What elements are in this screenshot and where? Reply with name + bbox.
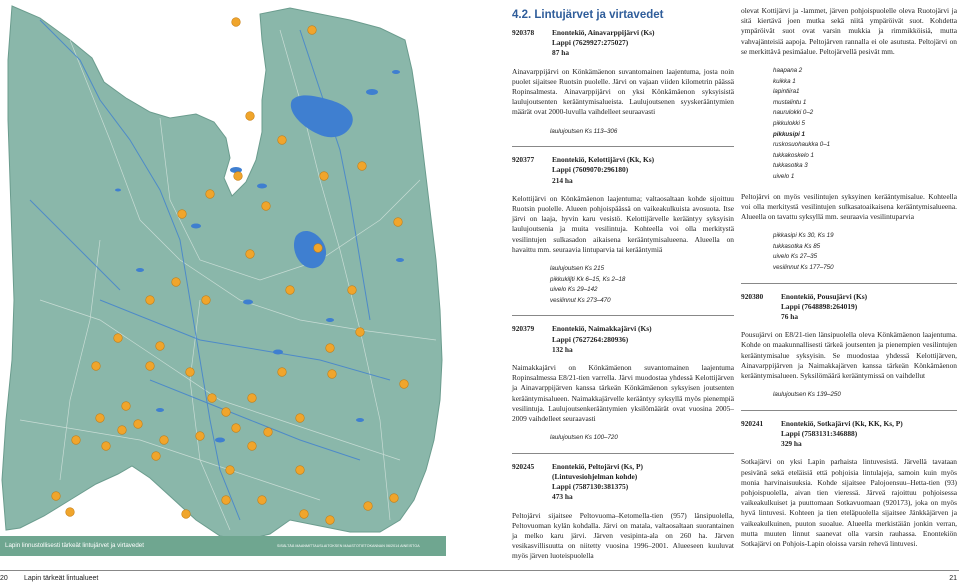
lake-header-4 [512, 462, 734, 503]
divider [741, 410, 957, 411]
bird-site-marker [248, 442, 257, 451]
bird-site-marker [348, 286, 357, 295]
bird-site-marker [186, 368, 195, 377]
bird-site-marker [92, 362, 101, 371]
list-item: tukkakoskelo 1 [773, 151, 814, 159]
lake-area: 87 ha [552, 48, 570, 58]
section-title: 4.2. Lintujärvet ja virtavedet [512, 9, 664, 21]
lake-name: Enontekiö, Naimakkajärvi (Ks) [552, 324, 652, 334]
list-item: laulujoutsen Ks 139–250 [773, 391, 841, 399]
bird-site-marker [390, 494, 399, 503]
bird-site-marker [308, 26, 317, 35]
bird-site-marker [286, 286, 295, 295]
list-item: mustalintu 1 [773, 98, 807, 106]
lake-code: 920379 [512, 324, 535, 334]
footer-title: Lapin tärkeät lintualueet [24, 575, 99, 582]
lake-area: 76 ha [781, 311, 799, 321]
lake-coords: Lappi (7648898:264019) [781, 301, 858, 311]
bird-site-marker [52, 492, 61, 501]
lake-area: 132 ha [552, 344, 573, 354]
map-credit: SISÄLTÄÄ MAANMITTAUSLAITOKSEN MAASTOTIETOKANNAN 06/2014 AINEISTOA [277, 544, 420, 548]
lake-description: Sotkajärvi on yksi Lapin parhaista lintuvesistä. Järvellä tavataan pesivänä sekä eteläisiä että pohjoisia lintulajeja, samoin kuin myös monia harvinaisuuksia. Kohde sijaitsee Palojoensuu–Hetta-tien (93) pohjoispuolella, aivan tien vieressä. Järveä rajoittuu pohjoisessa vaikeakulkuiset ja puuttomaan Sotkavuomaan (920173), joka on myös hyvä lintuvesi. Kohteen ja tien eteläpuolella sijaitsee Jänkkäjärven ja vaikeakulkuinen, puuton suoalue. Alueella merkistäiän jonkin verran, mutta muuten linnut saanevat olla varsin rauhassa. Enontekiön Sotkajärvi on Pohjois-Lapin oloissa varsin rehevä lintuvesi. [741, 457, 957, 548]
bird-site-marker [146, 296, 155, 305]
lake-area: 329 ha [781, 439, 802, 449]
lapland-map [0, 0, 446, 556]
list-item: laulujoutsen Ks 113–306 [550, 127, 618, 135]
bird-site-marker [66, 508, 75, 517]
list-item: vesilinnut Ks 177–750 [773, 263, 834, 271]
list-item: vesilinnut Ks 273–470 [550, 296, 611, 304]
bird-site-marker [264, 428, 273, 437]
page-number-left: 20 [0, 575, 8, 582]
bird-site-marker [222, 496, 231, 505]
lake-coords: Lappi (7587130:381375) [552, 482, 629, 492]
map-panel [0, 0, 446, 556]
lake-name: Enontekiö, Sotkajärvi (Kk, KK, Ks, P) [781, 418, 903, 428]
bird-site-marker [222, 408, 231, 417]
text-column-2 [741, 6, 957, 558]
bird-site-marker [96, 414, 105, 423]
bird-site-marker [226, 466, 235, 475]
bird-site-marker [394, 218, 403, 227]
lake-header-1 [512, 28, 734, 59]
list-item: uivelo 1 [773, 172, 795, 180]
list-item: pikkukiljti Kk 6–15, Ks 2–18 [550, 275, 626, 283]
bird-site-marker [172, 278, 181, 287]
lake-header-2 [512, 155, 734, 186]
lake-header-3 [512, 324, 734, 355]
bird-site-marker [146, 362, 155, 371]
bird-site-marker [160, 436, 169, 445]
bird-site-marker [320, 172, 329, 181]
list-item: lapintiira1 [773, 88, 800, 96]
divider [741, 283, 957, 284]
lake-description: Kelottijärvi on Könkämäenon laajentuma; valtaosaltaan kohde sijoittuu Ruotsin puolelle. Alueen pohjoispäässä on vaikeakulkuista avosuota. Itse järvi on laaja, hyvin karu vesistö. Kelottijärvelle kerääntyy syksyisin laulujoutsenia ja muita vesilintuja. Kohteella voi olla merkitystä vesilintujen sulkasadon aikaisena kerääntymisalueena. Alueella on havaittu mm. seuraavia lintuparvia tai kerääntymiä [512, 193, 734, 254]
page-footer [0, 570, 959, 582]
list-item: laulujoutsen Ks 100–720 [550, 434, 618, 442]
bird-site-marker [182, 510, 191, 519]
bird-site-marker [134, 420, 143, 429]
bird-site-marker [400, 380, 409, 389]
bird-site-marker [278, 136, 287, 145]
bird-site-marker [234, 172, 243, 181]
bird-site-marker [262, 202, 271, 211]
bird-site-marker [278, 368, 287, 377]
lake-name: Enontekiö, Peltojärvi (Ks, P) [552, 461, 643, 471]
bird-site-marker [326, 344, 335, 353]
observation-list [550, 264, 734, 306]
observation-list [550, 127, 734, 138]
observation-list [773, 231, 957, 273]
lake-name: Enontekiö, Kelottijärvi (Kk, Ks) [552, 155, 655, 165]
lake-coords: Lappi (7583131:346888) [781, 428, 858, 438]
bird-site-marker [246, 250, 255, 259]
bird-site-marker [246, 112, 255, 121]
list-item: pikkulokki 5 [773, 119, 805, 127]
lake-coords: Lappi (7627264:280936) [552, 334, 629, 344]
bird-site-marker [152, 452, 161, 461]
lake-description: Naimakkajärvi on Könkämäenon suvantomainen laajentuma Ropinsalmessa E8/21-tien varrella. Järvi muodostaa yhdessä Kelottijärven ja Ainavarppijärven kanssa tärkeän Könkämäenon syksyisen joutsenten kerääntymisalueen. Naimakkajärvelle kerääntyy syksyllä myös pienempiä vesilintuja. Laulujoutsenkerääntymien yksilömäärät ovat vuosina 2005–2009 vaihdelleet seuraavasti [512, 363, 734, 424]
observation-list [773, 390, 957, 401]
bird-site-marker [232, 424, 241, 433]
bird-site-marker [300, 510, 309, 519]
divider [512, 453, 734, 454]
bird-site-marker [358, 162, 367, 171]
bird-site-marker [328, 370, 337, 379]
bird-site-marker [364, 502, 373, 511]
bird-site-marker [206, 190, 215, 199]
bird-site-marker [258, 496, 267, 505]
lake-header-6 [741, 419, 957, 450]
list-item: uivelo Ks 29–142 [550, 286, 598, 294]
breeding-list [773, 66, 957, 183]
map-caption: Lapin linnustollisesti tärkeät lintujärvet ja virtavedet [5, 542, 144, 549]
lake-coords: Lappi (7629927:275027) [552, 38, 629, 48]
bird-site-marker [102, 442, 111, 451]
observation-list [550, 433, 734, 444]
lake-code: 920380 [741, 291, 764, 301]
lake-name: Enontekiö, Pousujärvi (Ks) [781, 291, 868, 301]
bird-site-marker [156, 342, 165, 351]
list-item: pikkasipi Ks 30, Ks 19 [773, 232, 834, 240]
lake-description-cont: olevat Kottijärvi ja -lammet, järven pohjoispuolelle oleva Ruotojärvi ja sitä kiertävä joen mutka sekä niitä ympäröivät suot. Kohdetta ympäröivät suot ovat varsin mukkia ja rimmikköisiä, mutta vahvajänteisiä aapoja. Peltojärven rannalla ei ole asutusta. Peltojärvi on se merkittävä pesimäalue. Peltojärvellä pesivät mm. [741, 6, 957, 56]
lake-description: Pousujärvi on E8/21-tien länsipuolella oleva Könkämäenon laajentuma. Kohde on maakunnallisesti tärkeä joutsenten ja pienempien vesilintujen kerääntymisalue syksyisin. Se muodostaa yhdessä Kelottijärven, Ainavarppijärven ja Naimakkajärven kanssa tärkeän Könkämäenon kerääntymisalueen. Syksilömäärä kerääntymissä on vaihdellut [741, 330, 957, 380]
bird-site-marker [296, 414, 305, 423]
bird-site-marker [296, 466, 305, 475]
bird-site-marker [122, 402, 131, 411]
divider [512, 315, 734, 316]
divider [512, 146, 734, 147]
lake-description: Peltojärvi on myös vesilintujen syksyinen kerääntymisalue. Kohteella voi olla merkitystä vesilintujen sulkasatoaikaisena kerääntymisalueena. Alueella on tavattu syksyllä mm. seuraavia vesilintuparvia [741, 191, 957, 221]
list-item: tukkasotka Ks 85 [773, 242, 821, 250]
bird-site-marker [118, 426, 127, 435]
bird-site-marker [178, 210, 187, 219]
bird-site-marker [196, 432, 205, 441]
lake-header-5 [741, 292, 957, 323]
lake-area: 473 ha [552, 492, 573, 502]
list-item: pikkusipi 1 [773, 130, 805, 138]
text-column-1 [512, 8, 734, 571]
page-number-right: 21 [949, 575, 957, 582]
list-item: uivelo Ks 27–35 [773, 253, 818, 261]
lake-code: 920241 [741, 418, 764, 428]
list-item: naurulokki 0–2 [773, 109, 814, 117]
list-item: tukkasotka 3 [773, 162, 808, 170]
bird-site-marker [114, 334, 123, 343]
bird-site-marker [326, 516, 335, 525]
bird-site-marker [232, 18, 241, 27]
bird-site-marker [72, 436, 81, 445]
lake-code: 920377 [512, 155, 535, 165]
lake-code: 920378 [512, 28, 535, 37]
bird-site-marker [208, 394, 217, 403]
lake-code: 920245 [512, 461, 535, 471]
bird-site-marker [248, 394, 257, 403]
bird-site-marker [356, 328, 365, 337]
bird-site-marker [314, 244, 323, 253]
lake-coords: Lappi (7609070:296180) [552, 165, 629, 175]
lake-name: Enontekiö, Ainavarppijärvi (Ks) [552, 28, 655, 37]
list-item: haapana 2 [773, 67, 803, 75]
list-item: kuikka 1 [773, 77, 796, 85]
lake-description: Ainavarppijärvi on Könkämäenon suvantomainen laajentuma, josta noin puolet sijaitsee Ruotsin puolelle. Järvi on vajaan viiden kilometrin päässä Ropinsalmesta. Ainavarppijärvi on yksi Könkämäenon syksyisistä laulujoutsenten kerääntymisalueista. Laulujoutsenen syyskerääntymien määrät ovat 2000-luvulla vaihdelleet seuraavasti [512, 66, 734, 117]
list-item: laulujoutsen Ks 215 [550, 265, 605, 273]
bird-site-marker [202, 296, 211, 305]
lake-area: 214 ha [552, 175, 573, 185]
lake-name-sub: (Lintuvesiohjelman kohde) [552, 472, 638, 482]
lake-description: Peltojärvi sijaitsee Peltovuoma–Ketomella-tien (957) länsipuolella, Peltovuoman kylän kohdalla. Järvi on matala, valtaosaltaan suorantainen ja melko karu järvi. Järven vesipinta-ala on 260 ha. Järven vesikasvillisuutta on niitetty vuosina 1996–2001. Alueeseen kuuluvat myös järven luoteispuolella [512, 510, 734, 561]
list-item: ruskosuohaukka 0–1 [773, 141, 831, 149]
